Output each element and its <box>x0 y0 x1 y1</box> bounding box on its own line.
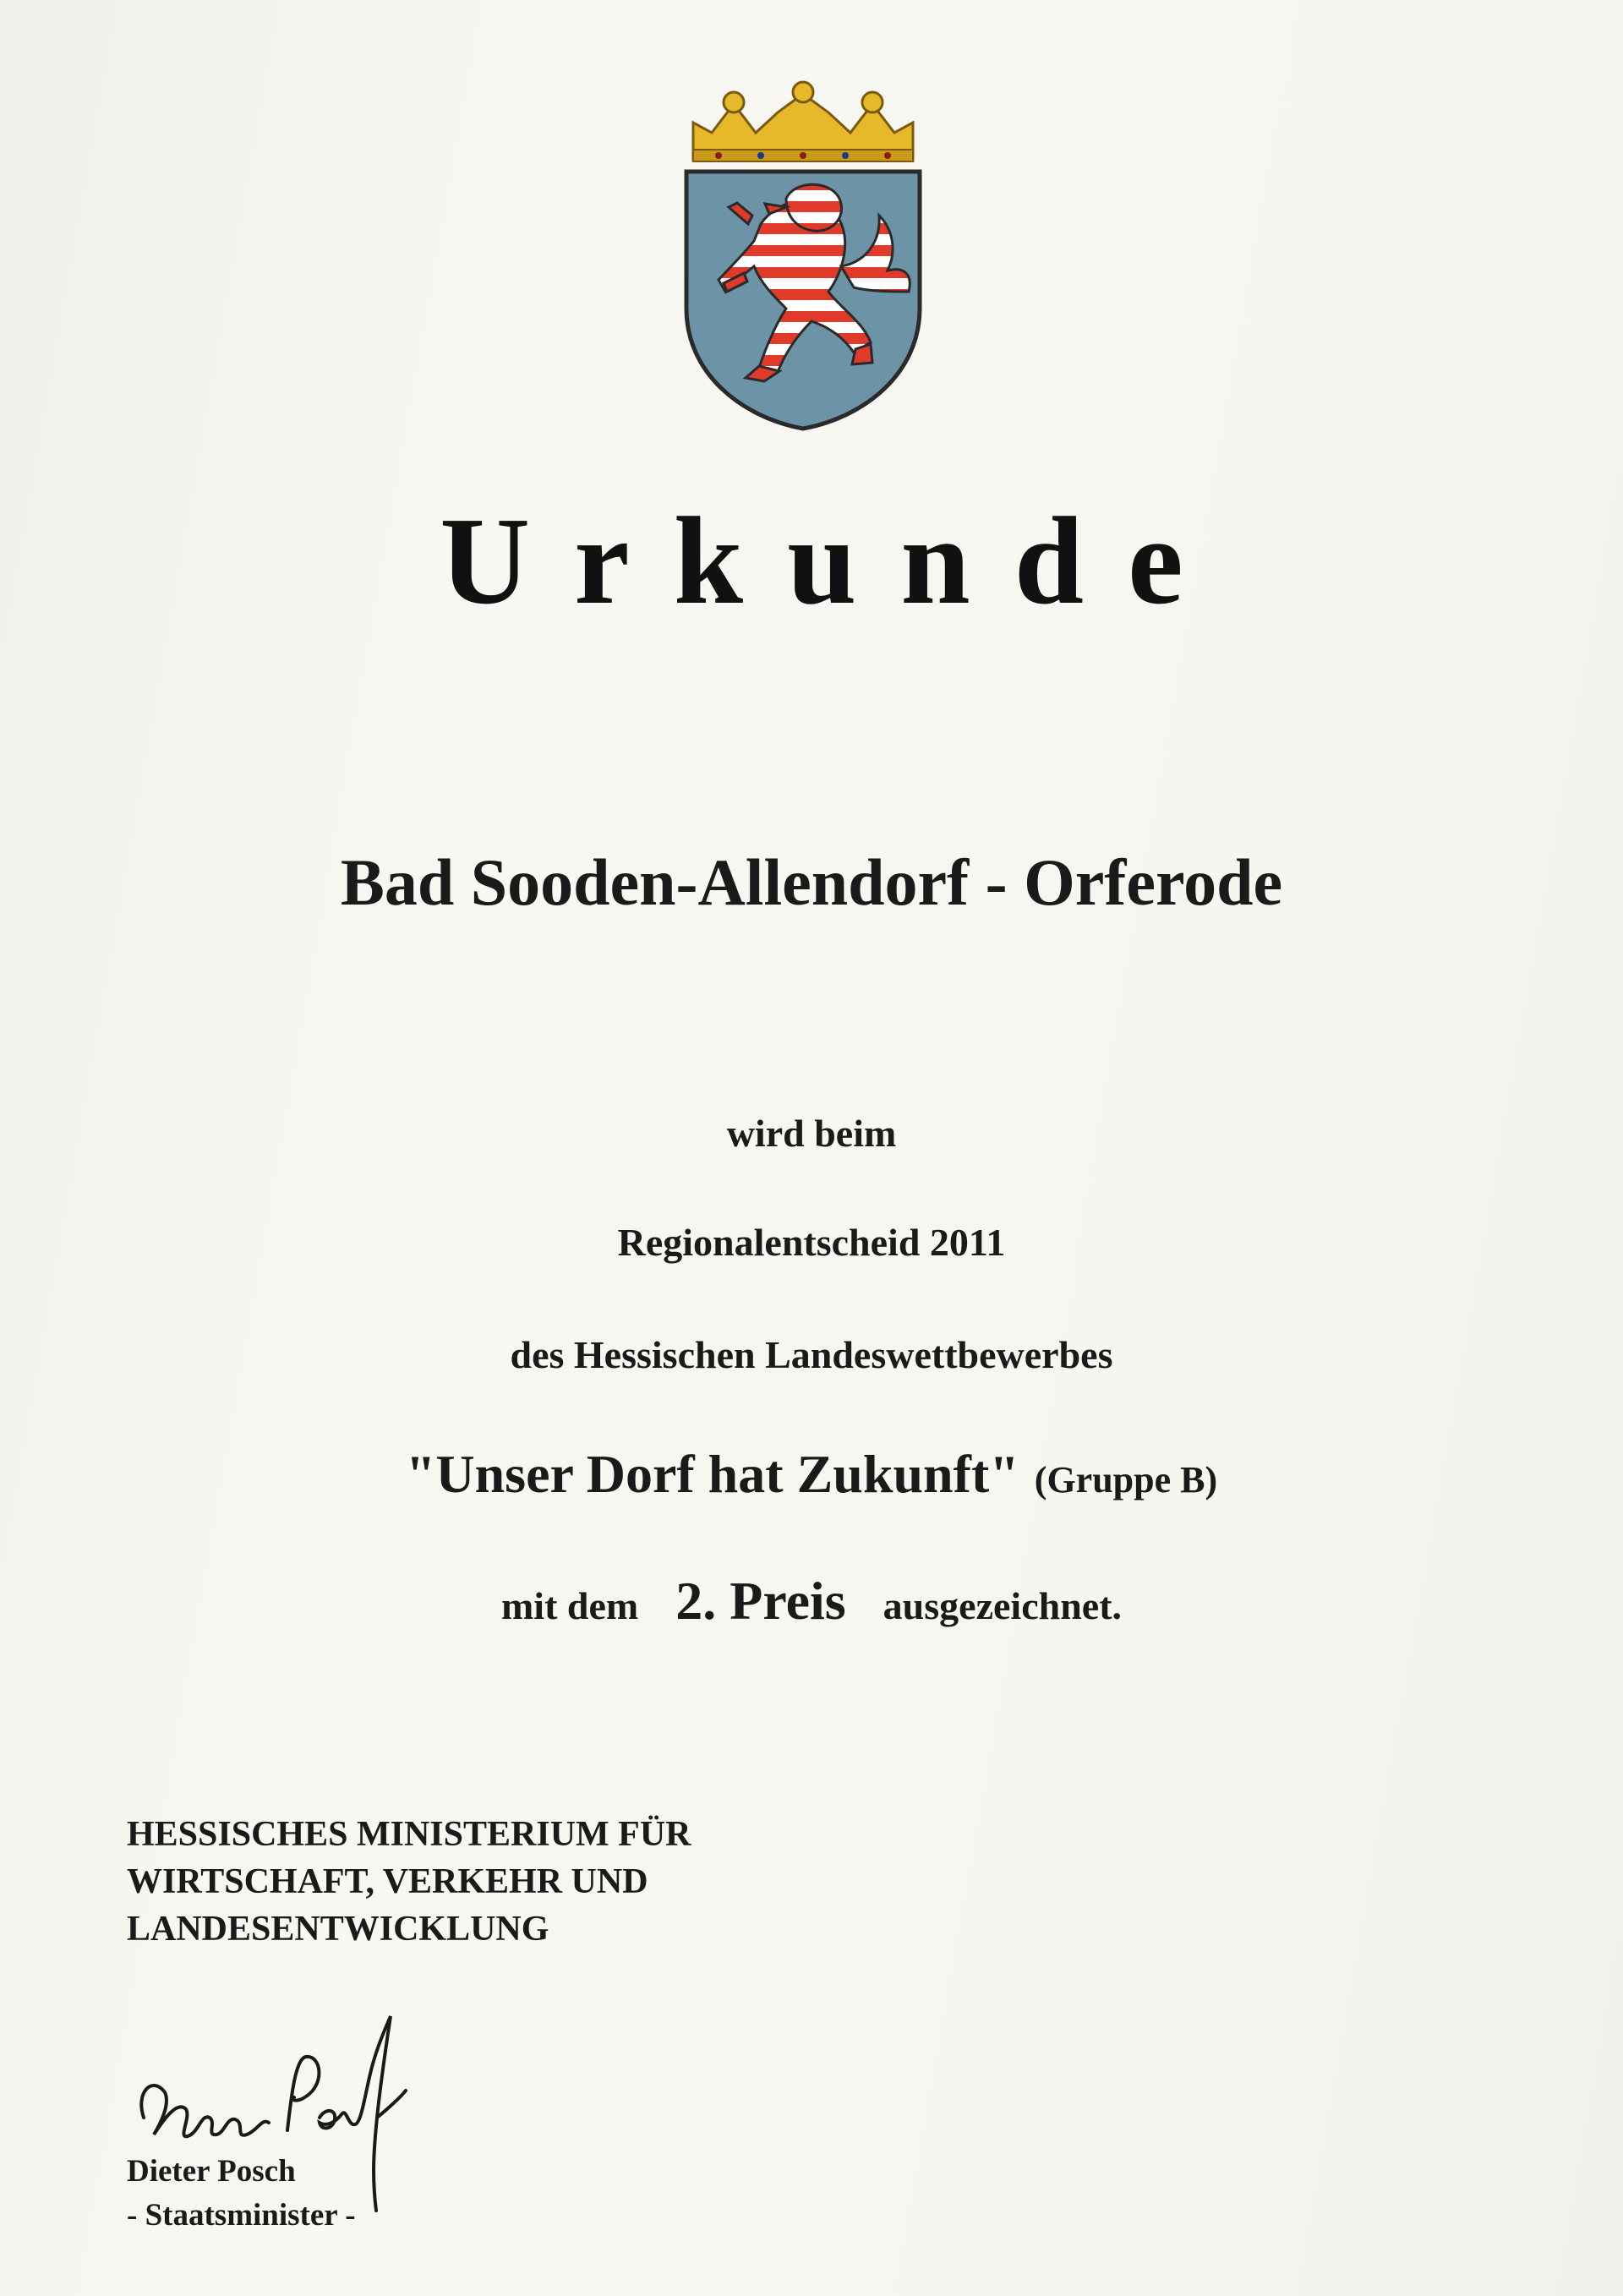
award-suffix: ausgezeichnet. <box>883 1584 1123 1627</box>
signer-name: Dieter Posch <box>127 2154 296 2189</box>
award-text-line-1: wird beim <box>726 1112 897 1155</box>
contest-group: (Gruppe B) <box>1034 1459 1218 1501</box>
ministry-line: HESSISCHES MINISTERIUM FÜR <box>127 1815 691 1854</box>
crown-icon <box>693 82 913 161</box>
award-text-line-3: des Hessischen Landeswettbewerbes <box>510 1333 1113 1376</box>
contest-line <box>0 1444 1623 1504</box>
award-text-line-2: Regionalentscheid 2011 <box>617 1221 1006 1264</box>
award-line <box>0 1571 1623 1631</box>
award-prize: 2. Preis <box>675 1571 846 1631</box>
ministry-line: LANDESENTWICKLUNG <box>127 1910 549 1949</box>
issuing-ministry <box>127 1811 691 1953</box>
signer-role: - Staatsminister - <box>127 2198 356 2233</box>
contest-name: "Unser Dorf hat Zukunft" <box>405 1444 1019 1504</box>
coat-of-arms-icon <box>659 80 947 435</box>
handwritten-signature <box>118 1991 456 2228</box>
certificate-title: Urkunde <box>440 492 1227 631</box>
ministry-line: WIRTSCHAFT, VERKEHR UND <box>127 1862 648 1901</box>
award-prefix: mit dem <box>500 1584 639 1627</box>
recipient-name: Bad Sooden-Allendorf - Orferode <box>340 845 1283 919</box>
